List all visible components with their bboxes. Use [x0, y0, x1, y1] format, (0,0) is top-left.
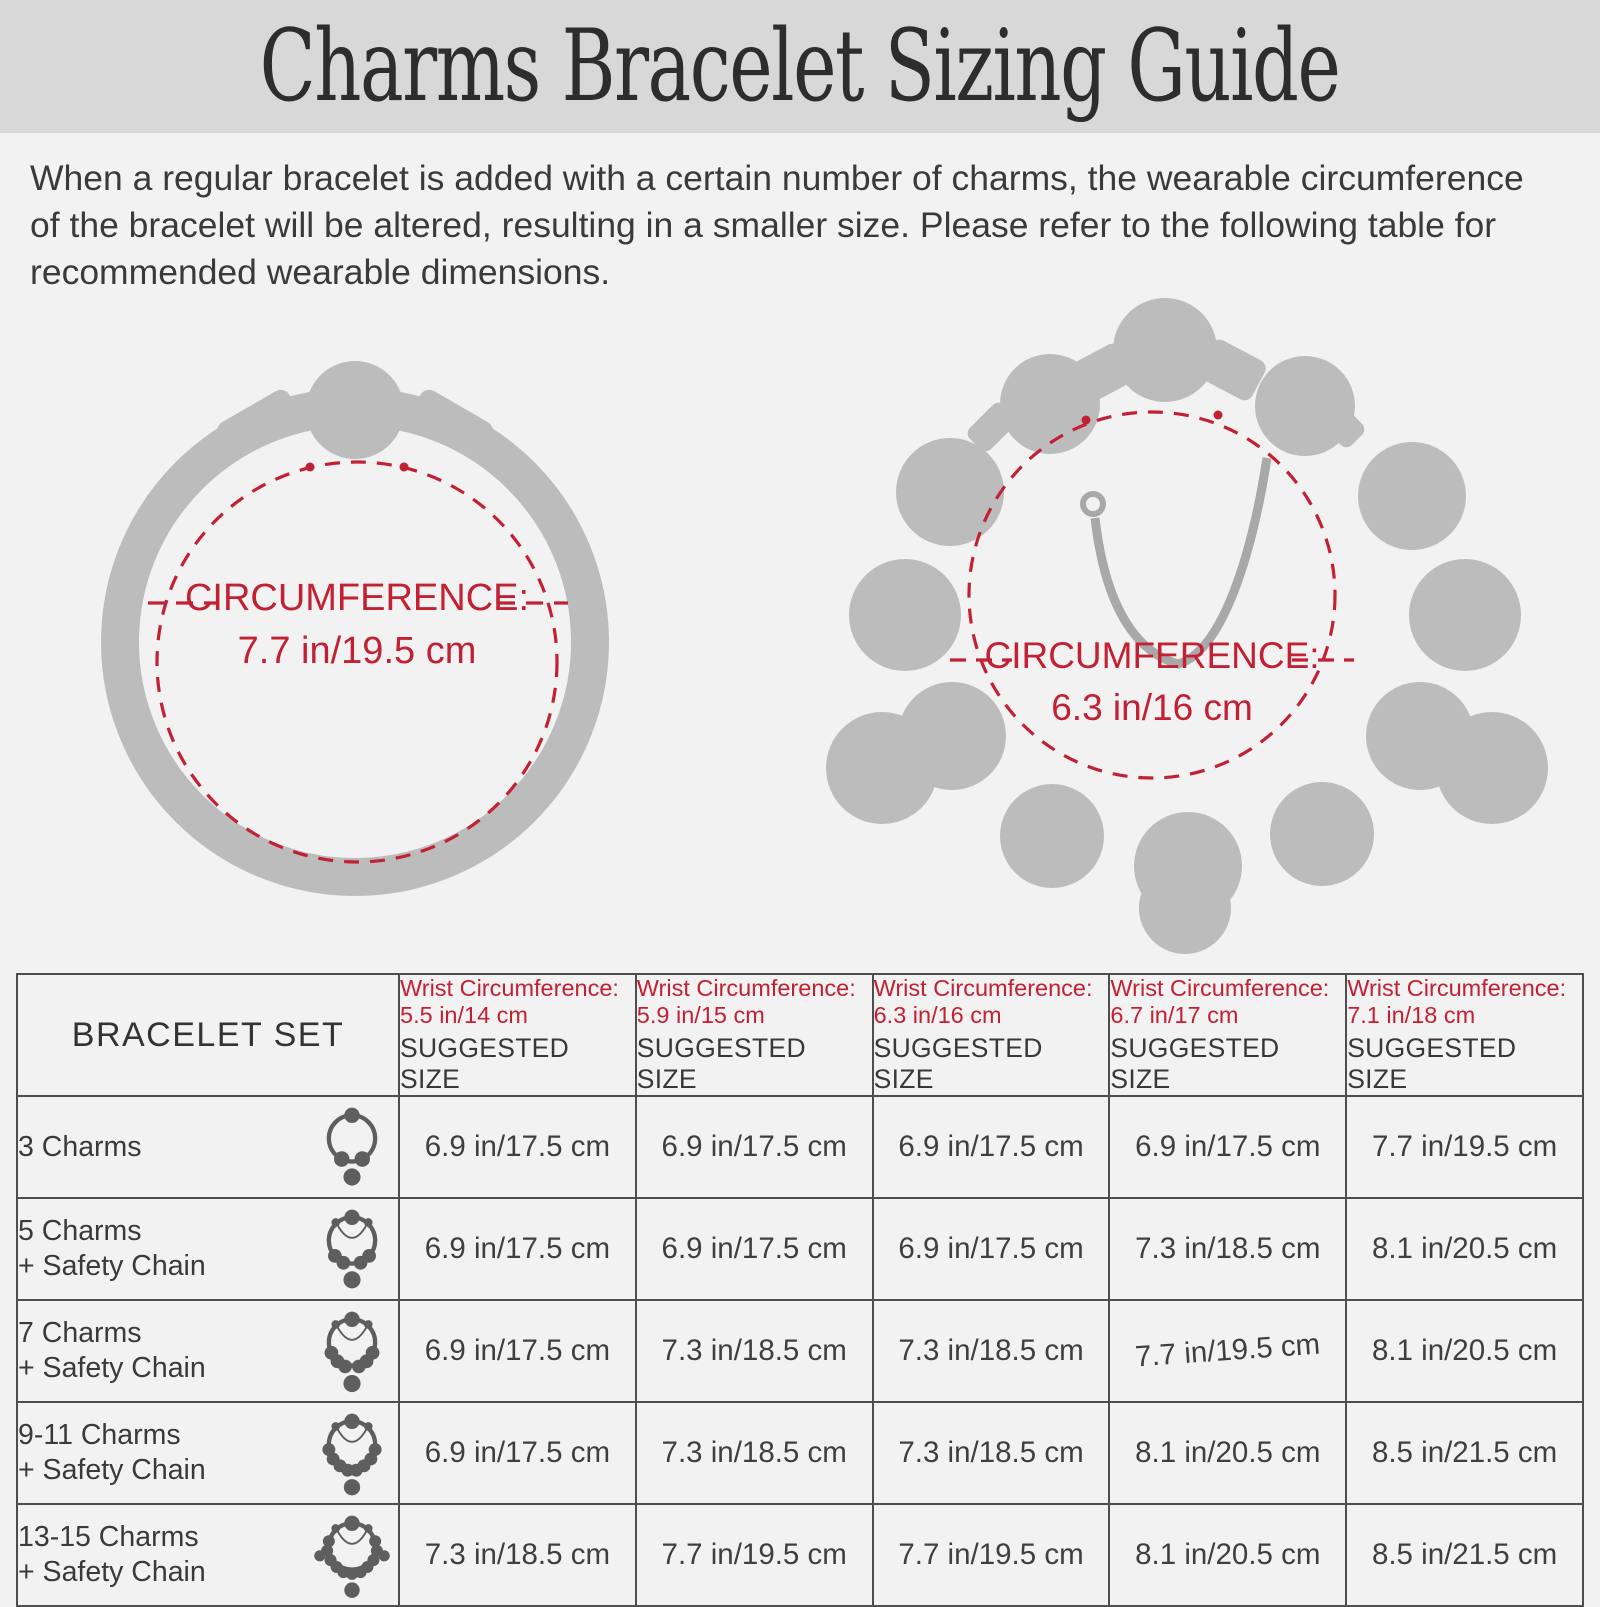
- charm-circumference-label: CIRCUMFERENCE:: [984, 635, 1320, 676]
- size-value: 7.7 in/19.5 cm: [1346, 1096, 1583, 1198]
- dangling-charm: [1139, 862, 1231, 954]
- wrist-circumference-label: Wrist Circumference:: [1347, 975, 1567, 1001]
- size-value: 8.1 in/20.5 cm: [1109, 1402, 1346, 1504]
- plain-bracelet-silhouette: [70, 320, 640, 960]
- suggested-size-label: SUGGESTED SIZE: [400, 1033, 570, 1095]
- wrist-circumference-label: Wrist Circumference:: [1110, 975, 1330, 1001]
- charm-circumference-value: 6.3 in/16 cm: [1051, 687, 1253, 728]
- row-label: 3 Charms: [18, 1130, 142, 1163]
- table-row-7-charms-safety-chain: [17, 1300, 1583, 1402]
- wrist-circumference-value: 5.9 in/15 cm: [636, 1001, 765, 1028]
- table-header-row: [17, 974, 1583, 1096]
- bracelet-3-charms-icon: [306, 1099, 398, 1195]
- charm-bracelet-with-safety-chain-silhouette: [800, 290, 1560, 960]
- bracelet-set-header: BRACELET SET: [17, 974, 399, 1096]
- size-value: 6.9 in/17.5 cm: [399, 1198, 636, 1300]
- plain-bracelet-figure: [70, 320, 640, 960]
- clasp-bead: [306, 361, 404, 459]
- intro-text: When a regular bracelet is added with a certain number of charms, the wearable circumference of the bracelet will be altered, resulting in a smaller size. Please refer to the following table for recommended wearable dimensions.: [30, 158, 1524, 292]
- suggested-size-label: SUGGESTED SIZE: [873, 1033, 1043, 1095]
- row-label: 13-15 Charms + Safety Chain: [18, 1521, 206, 1589]
- row-label: 7 Charms + Safety Chain: [18, 1317, 206, 1385]
- dangling-charm: [826, 712, 938, 824]
- wrist-circumference-value: 6.7 in/17 cm: [1110, 1001, 1239, 1028]
- bracelet-9-11-charms-safety-chain-icon: [306, 1405, 398, 1501]
- suggested-size-label: SUGGESTED SIZE: [1110, 1033, 1280, 1095]
- size-value: 6.9 in/17.5 cm: [399, 1096, 636, 1198]
- size-value: 7.7 in/19.5 cm: [636, 1504, 873, 1606]
- plain-circumference-value: 7.7 in/19.5 cm: [237, 630, 477, 672]
- size-value: 6.9 in/17.5 cm: [399, 1300, 636, 1402]
- title-band: [0, 0, 1600, 133]
- wrist-circumference-value: 6.3 in/16 cm: [873, 1001, 1002, 1028]
- bracelet-5-charms-safety-chain-icon: [306, 1201, 398, 1297]
- table-row-9-11-charms-safety-chain: [17, 1402, 1583, 1504]
- suggested-size-label: SUGGESTED SIZE: [1347, 1033, 1517, 1095]
- size-value: 7.3 in/18.5 cm: [873, 1402, 1110, 1504]
- size-value: 7.3 in/18.5 cm: [873, 1300, 1110, 1402]
- wrist-circumference-value: 7.1 in/18 cm: [1347, 1001, 1476, 1028]
- size-value: 7.7 in/19.5 cm: [1109, 1300, 1346, 1402]
- table-row-13-15-charms-safety-chain: [17, 1504, 1583, 1606]
- size-value: 7.3 in/18.5 cm: [636, 1402, 873, 1504]
- size-value: 7.3 in/18.5 cm: [636, 1300, 873, 1402]
- charm-bracelet-figure: [800, 290, 1560, 960]
- row-label: 9-11 Charms + Safety Chain: [18, 1419, 206, 1487]
- plain-circumference-label: CIRCUMFERENCE:: [184, 577, 530, 619]
- size-value: 7.3 in/18.5 cm: [1109, 1198, 1346, 1300]
- col-header-wrist-6-3: [873, 974, 1110, 1096]
- col-header-wrist-5-9: [636, 974, 873, 1096]
- size-value: 8.1 in/20.5 cm: [1346, 1198, 1583, 1300]
- size-value: 6.9 in/17.5 cm: [1109, 1096, 1346, 1198]
- size-value: 8.1 in/20.5 cm: [1109, 1504, 1346, 1606]
- size-value: 6.9 in/17.5 cm: [399, 1402, 636, 1504]
- sizing-table: [16, 973, 1584, 1607]
- size-value: 6.9 in/17.5 cm: [873, 1096, 1110, 1198]
- size-value: 8.1 in/20.5 cm: [1346, 1300, 1583, 1402]
- size-value: 6.9 in/17.5 cm: [636, 1096, 873, 1198]
- size-value: 7.7 in/19.5 cm: [873, 1504, 1110, 1606]
- safety-chain: [1083, 458, 1267, 664]
- col-header-wrist-5-5: [399, 974, 636, 1096]
- page-title: Charms Bracelet Sizing Guide: [260, 9, 1340, 124]
- size-value: 8.5 in/21.5 cm: [1346, 1504, 1583, 1606]
- table-row-5-charms-safety-chain: [17, 1198, 1583, 1300]
- row-label: 5 Charms + Safety Chain: [18, 1215, 206, 1283]
- charm-beads: [826, 298, 1548, 954]
- wrist-circumference-value: 5.5 in/14 cm: [400, 1001, 529, 1028]
- table-row-3-charms: [17, 1096, 1583, 1198]
- bracelet-13-15-charms-safety-chain-icon: [306, 1507, 398, 1603]
- size-value: 7.3 in/18.5 cm: [399, 1504, 636, 1606]
- wrist-circumference-label: Wrist Circumference:: [400, 975, 619, 1001]
- col-header-wrist-6-7: [1109, 974, 1346, 1096]
- suggested-size-label: SUGGESTED SIZE: [636, 1033, 806, 1095]
- dangling-charm: [1436, 712, 1548, 824]
- col-header-wrist-7-1: [1346, 974, 1583, 1096]
- bracelet-7-charms-safety-chain-icon: [306, 1303, 398, 1399]
- size-value: 6.9 in/17.5 cm: [873, 1198, 1110, 1300]
- figures-section: [0, 290, 1600, 970]
- size-value: 6.9 in/17.5 cm: [636, 1198, 873, 1300]
- wrist-circumference-label: Wrist Circumference:: [873, 975, 1093, 1001]
- wrist-circumference-label: Wrist Circumference:: [636, 975, 856, 1001]
- size-value: 8.5 in/21.5 cm: [1346, 1402, 1583, 1504]
